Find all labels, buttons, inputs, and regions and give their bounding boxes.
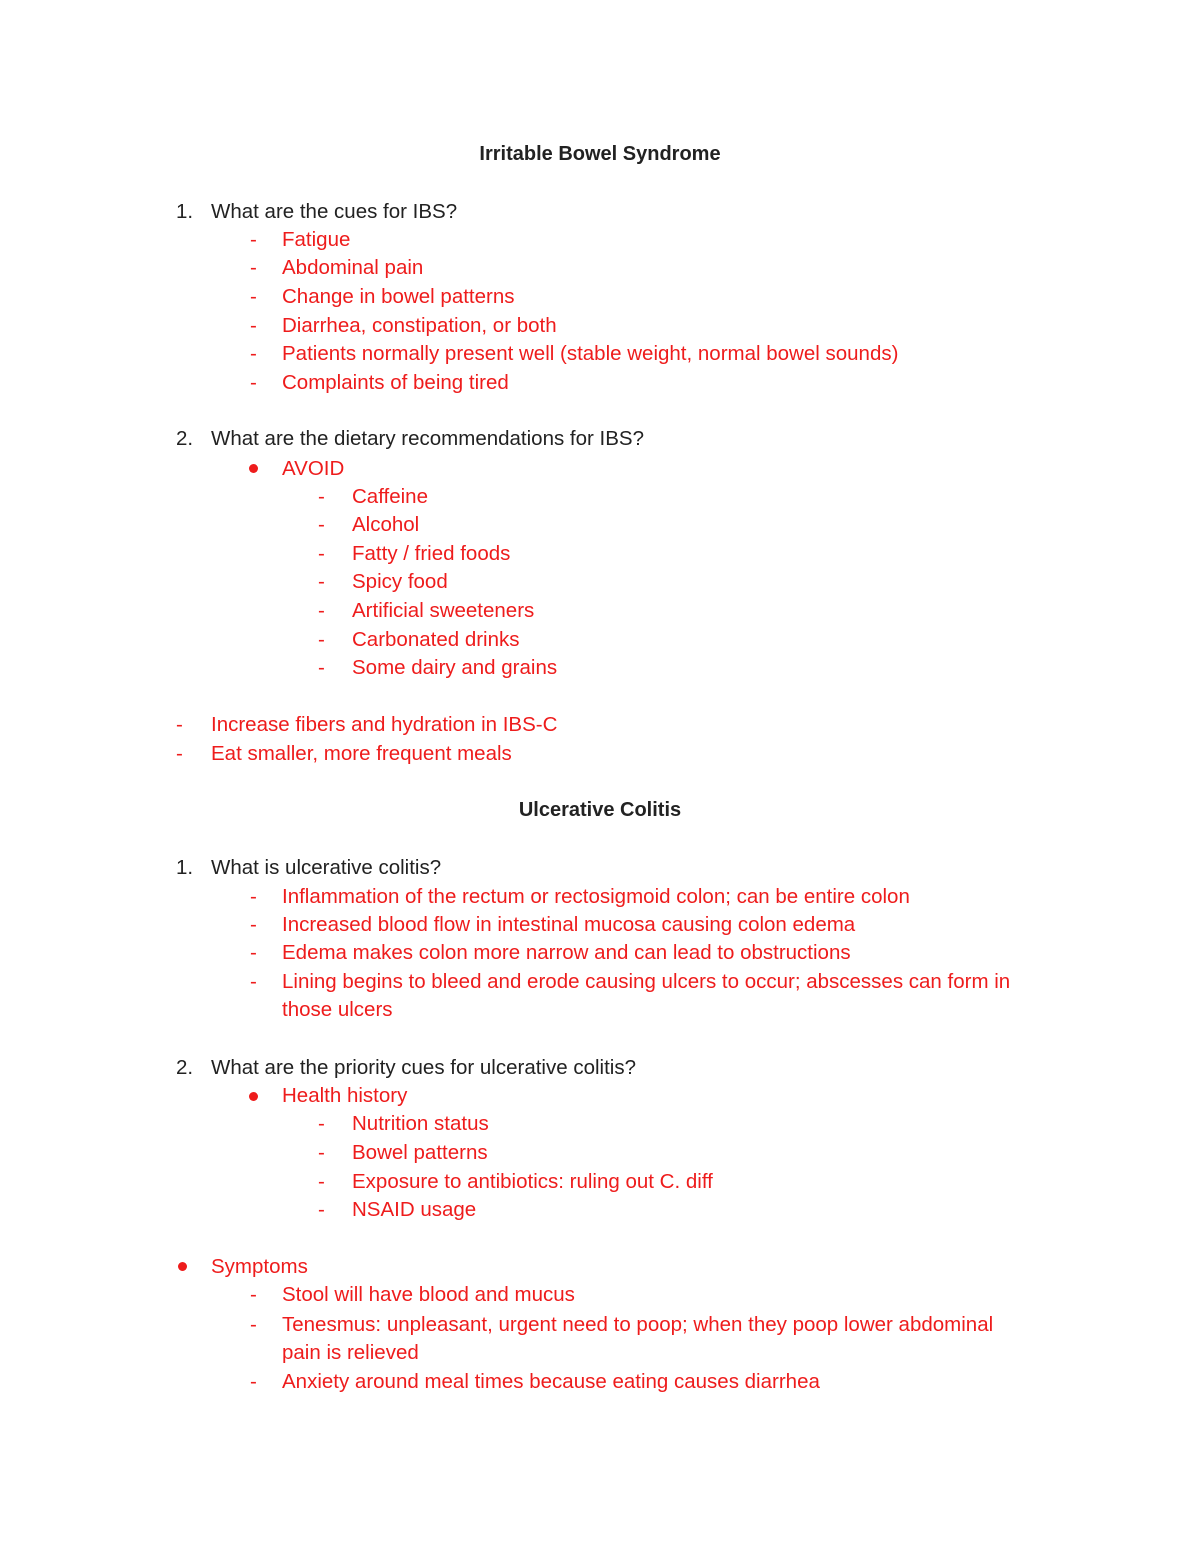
bullet-dot-icon — [249, 464, 258, 473]
list-item: Stool will have blood and mucus — [282, 1283, 575, 1306]
dash-marker: - — [250, 314, 257, 337]
list-item: Bowel patterns — [352, 1141, 488, 1164]
dash-marker: - — [250, 228, 257, 251]
dash-marker: - — [250, 885, 257, 908]
list-item: Increase fibers and hydration in IBS-C — [211, 713, 558, 736]
dash-marker: - — [250, 256, 257, 279]
list-item: Some dairy and grains — [352, 656, 558, 679]
list-item: Artificial sweeteners — [352, 599, 535, 622]
question-number: 1. — [176, 200, 194, 223]
question-text: What are the cues for IBS? — [211, 200, 458, 223]
dash-marker: - — [318, 1198, 325, 1221]
question-number: 2. — [176, 1056, 194, 1079]
dash-marker: - — [250, 371, 257, 394]
section-title-uc: Ulcerative Colitis — [518, 799, 682, 821]
symptoms-label: Symptoms — [211, 1255, 308, 1278]
list-item-continuation: pain is relieved — [282, 1341, 419, 1364]
dash-marker: - — [250, 342, 257, 365]
list-item: Change in bowel patterns — [282, 285, 515, 308]
list-item: Fatty / fried foods — [352, 542, 511, 565]
dash-marker: - — [318, 599, 325, 622]
question-text: What are the dietary recommendations for IBS? — [211, 427, 644, 450]
dash-marker: - — [318, 485, 325, 508]
dash-marker: - — [318, 1112, 325, 1135]
question-text: What is ulcerative colitis? — [211, 856, 442, 879]
list-item: Inflammation of the rectum or rectosigmoid colon; can be entire colon — [282, 885, 910, 908]
dash-marker: - — [318, 1170, 325, 1193]
question-number: 2. — [176, 427, 194, 450]
dash-marker: - — [318, 656, 325, 679]
health-history-label: Health history — [282, 1084, 408, 1107]
list-item: Increased blood flow in intestinal mucosa causing colon edema — [282, 913, 856, 936]
list-item: Anxiety around meal times because eating causes diarrhea — [282, 1370, 820, 1393]
section-title-ibs: Irritable Bowel Syndrome — [479, 143, 721, 165]
dash-marker: - — [250, 285, 257, 308]
question-number: 1. — [176, 856, 194, 879]
list-item: Nutrition status — [352, 1112, 489, 1135]
list-item: Fatigue — [282, 228, 351, 251]
list-item: Eat smaller, more frequent meals — [211, 742, 512, 765]
list-item: Complaints of being tired — [282, 371, 509, 394]
avoid-label: AVOID — [282, 457, 345, 480]
dash-marker: - — [250, 941, 257, 964]
list-item: Edema makes colon more narrow and can lead to obstructions — [282, 941, 851, 964]
list-item-continuation: those ulcers — [282, 998, 393, 1021]
dash-marker: - — [318, 628, 325, 651]
list-item: Tenesmus: unpleasant, urgent need to poop; when they poop lower abdominal — [282, 1313, 994, 1336]
dash-marker: - — [250, 913, 257, 936]
dash-marker: - — [318, 513, 325, 536]
dash-marker: - — [318, 542, 325, 565]
list-item: Patients normally present well (stable weight, normal bowel sounds) — [282, 342, 899, 365]
dash-marker: - — [250, 1283, 257, 1306]
bullet-dot-icon — [249, 1092, 258, 1101]
list-item: Abdominal pain — [282, 256, 424, 279]
list-item: NSAID usage — [352, 1198, 477, 1221]
dash-marker: - — [250, 1370, 257, 1393]
bullet-dot-icon — [178, 1262, 187, 1271]
list-item: Carbonated drinks — [352, 628, 520, 651]
list-item: Alcohol — [352, 513, 420, 536]
list-item: Diarrhea, constipation, or both — [282, 314, 557, 337]
list-item: Lining begins to bleed and erode causing ulcers to occur; abscesses can form in — [282, 970, 1011, 993]
dash-marker: - — [176, 713, 183, 736]
list-item: Spicy food — [352, 570, 448, 593]
dash-marker: - — [250, 1313, 257, 1336]
question-text: What are the priority cues for ulcerative colitis? — [211, 1056, 636, 1079]
dash-marker: - — [318, 1141, 325, 1164]
dash-marker: - — [318, 570, 325, 593]
list-item: Caffeine — [352, 485, 428, 508]
dash-marker: - — [250, 970, 257, 993]
list-item: Exposure to antibiotics: ruling out C. diff — [352, 1170, 713, 1193]
dash-marker: - — [176, 742, 183, 765]
